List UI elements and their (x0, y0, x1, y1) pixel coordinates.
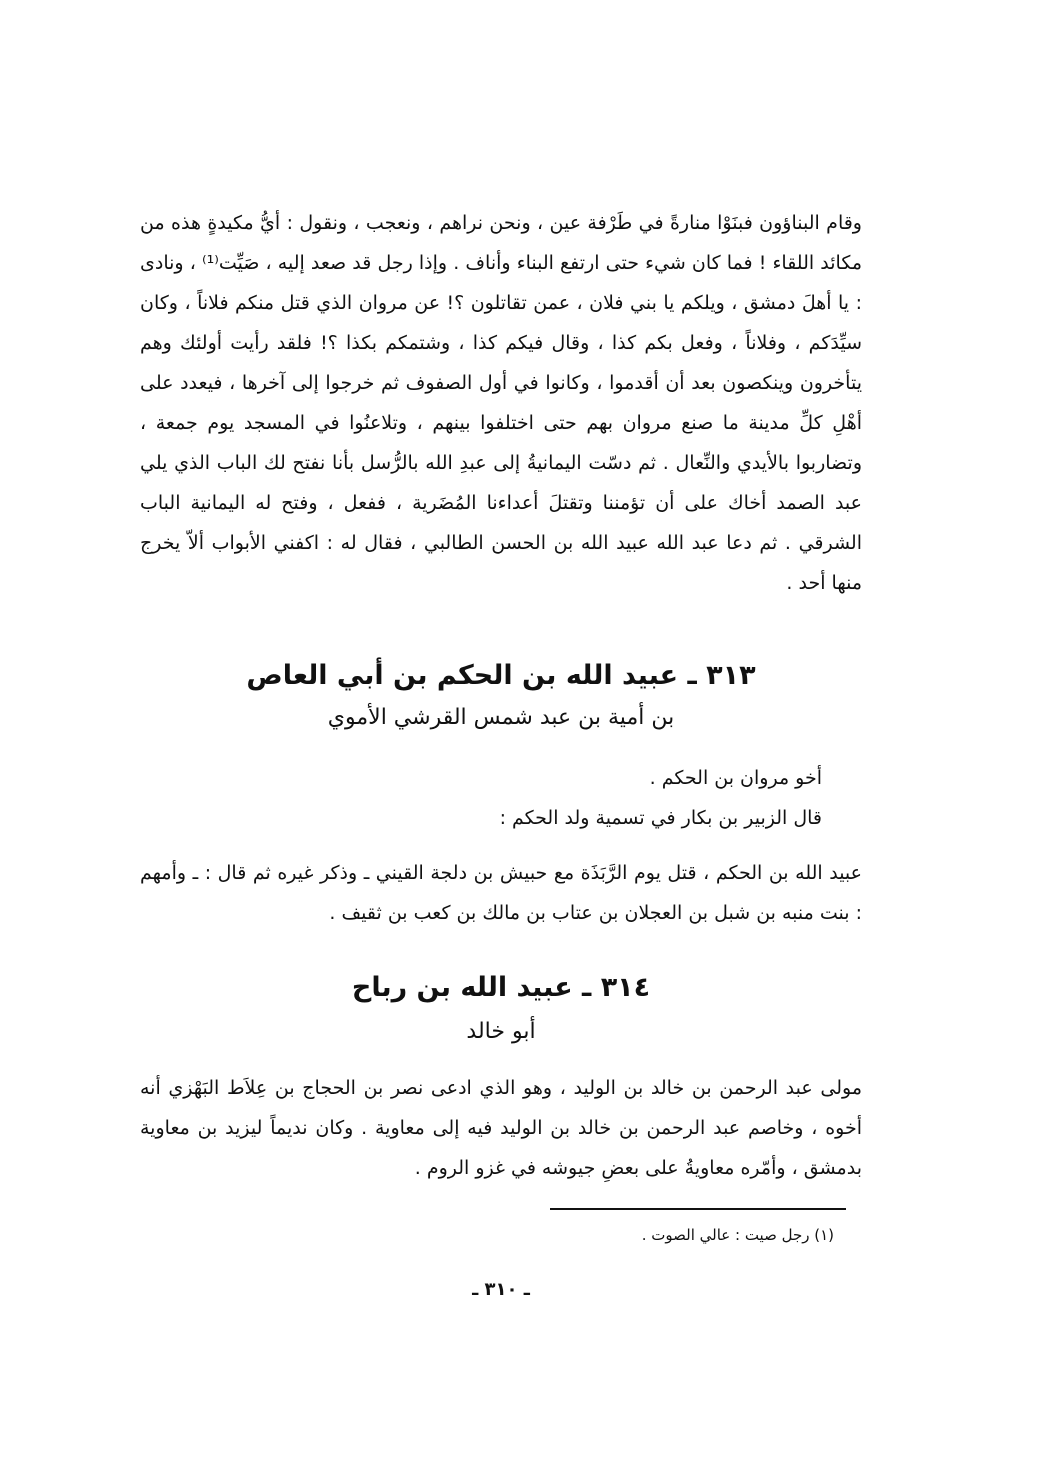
entry-313-title: ٣١٣ ـ عبيد الله بن الحكم بن أبي العاص (246, 660, 756, 691)
entry-314-subtitle: أبو خالد (466, 1019, 536, 1044)
entry-314-paragraph: مولى عبد الرحمن بن خالد بن الوليد ، وهو الذي ادعى نصر بن الحجاج بن عِلاَط البَهْزي أنه أخوه ، وخاصم عبد الرحمن بن خالد بن الوليد فيه إلى معاوية . وكان نديماً ليزيد بن معاوية بدمشق ، وأمّره معاويةُ على بعضِ جيوشه في غزو الروم . (140, 1077, 862, 1179)
entry-313-paragraph: عبيد الله بن الحكم ، قتل يوم الرَّبَذَة مع حبيش بن دلجة القيني ـ وذكر غيره ثم قال : ـ وأمهم : بنت منبه بن شبل بن العجلان بن عتاب بن مالك بن كعب بن ثقيف . (140, 862, 862, 924)
entry-313-line-2: قال الزبير بن بكار في تسمية ولد الحكم : (499, 807, 822, 829)
footnote: (١) رجل صيت : عالي الصوت . (641, 1226, 834, 1244)
page-number: ـ ٣١٠ ـ (472, 1279, 530, 1300)
entry-313-line-1: أخو مروان بن الحكم . (649, 767, 822, 789)
footnote-divider (550, 1208, 846, 1210)
opening-paragraph: وقام البناؤون فبنَوْا منارةً في طَرْفة عين ، ونحن نراهم ، ونعجب ، ونقول : أيُّ مكيدةٍ هذه من مكائد اللقاء ! فما كان شيء حتى ارتفع البناء وأناف . وإذا رجل قد صعد إليه ، صَيِّت⁽¹⁾ ، ونادى : يا أهلَ دمشق ، ويلكم يا بني فلان ، عمن تقاتلون ؟! عن مروان الذي قتل منكم فلاناً ، وكان سيِّدَكم ، وفلاناً ، وفعل بكم كذا ، وقال فيكم كذا ، وشتمكم بكذا ؟! فلقد رأيت أولئك وهم يتأخرون وينكصون بعد أن أقدموا ، وكانوا في أول الصفوف ثم خرجوا إلى آخرها ، فيعدد على أهْلِ كلِّ مدينة ما صنع مروان بهم حتى اختلفوا بينهم ، وتلاعنُوا في المسجد يوم جمعة ، وتضاربوا بالأيدي والنِّعال . ثم دسّت اليمانيةُ إلى عبدِ الله بالرُّسل بأنا نفتح لك الباب الذي يلي عبد الصمد أخاك على أن تؤمننا وتقتلَ أعداءنا المُضَرية ، ففعل ، وفتح له اليمانية الباب الشرقي . ثم دعا عبد الله عبيد الله بن الحسن الطالبي ، فقال له : اكفني الأبواب ألاّ يخرج منها أحد . (140, 212, 863, 594)
entry-313-subtitle: بن أمية بن عبد شمس القرشي الأموي (327, 705, 675, 730)
entry-314-title: ٣١٤ ـ عبيد الله بن رباح (351, 972, 651, 1003)
